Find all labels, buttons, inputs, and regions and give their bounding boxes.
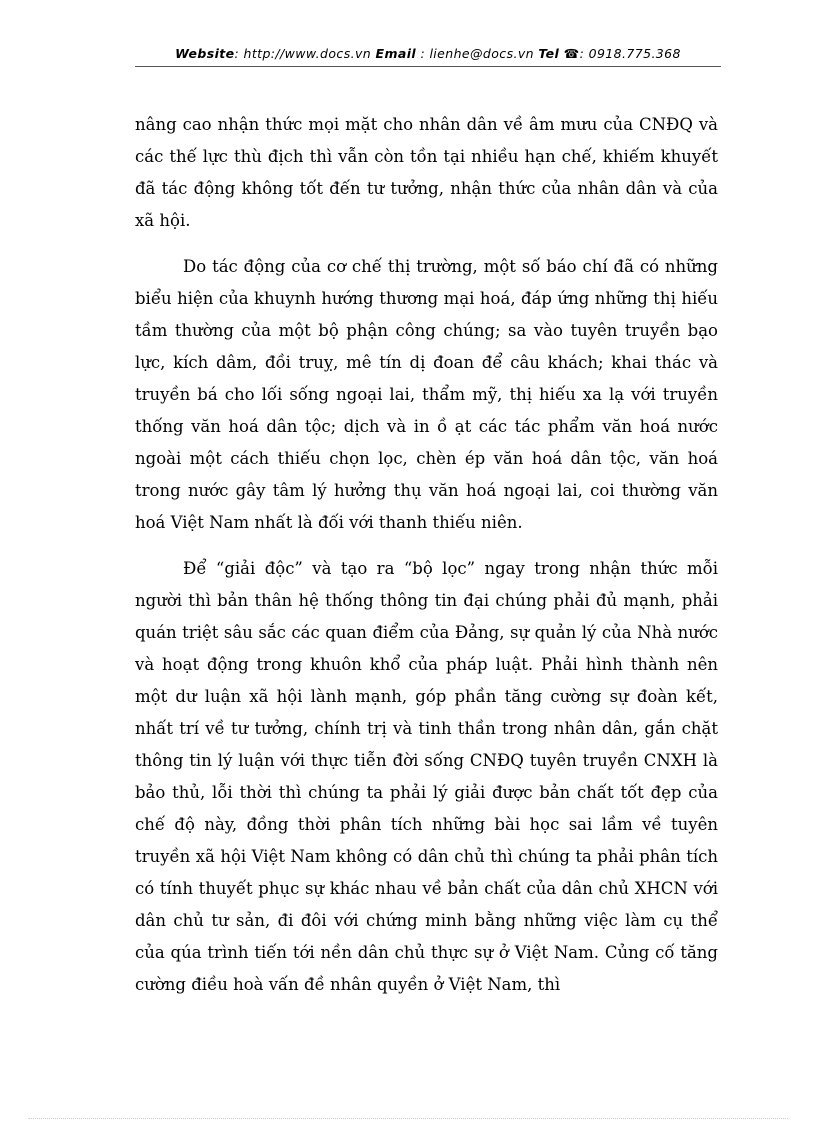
paragraph-2: Do tác động của cơ chế thị trường, một số báo chí đã có những biểu hiện của khuynh hướng thương mại hoá, đáp ứng những thị hiếu tầm thường của một bộ phận công chúng; sa vào tuyên truyền bạo lực, kích dâm, đồi truỵ, mê tín dị đoan để câu khách; khai thác và truyền bá cho lối sống ngoại lai, thẩm mỹ, thị hiếu xa lạ với truyền thống văn hoá dân tộc; dịch và in ồ ạt các tác phẩm văn hoá nước ngoài một cách thiếu chọn lọc, chèn ép văn hoá dân tộc, văn hoá trong nước gây tâm lý hưởng thụ văn hoá ngoại lai, coi thường văn hoá Việt Nam nhất là đối với thanh thiếu niên. [135,257,718,532]
website-label: Website [175,46,235,61]
page-header [135,46,721,61]
footer-divider [28,1118,788,1119]
paragraph-1: nâng cao nhận thức mọi mặt cho nhân dân về âm mưu của CNĐQ và các thế lực thù địch thì vẫn còn tồn tại nhiều hạn chế, khiếm khuyết đã tác động không tốt đến tư tưởng, nhận thức của nhân dân và của xã hội. [135,115,718,230]
phone-icon: ☎ [563,46,580,61]
website-value: : http://www.docs.vn [234,46,372,61]
header-divider [135,66,721,67]
email-value: : lienhe@docs.vn [420,46,534,61]
email-label: Email [375,46,417,61]
paragraph-3: Để “giải độc” và tạo ra “bộ lọc” ngay trong nhận thức mỗi người thì bản thân hệ thống thông tin đại chúng phải đủ mạnh, phải quán triệt sâu sắc các quan điểm của Đảng, sự quản lý của Nhà nước và hoạt động trong khuôn khổ của pháp luật. Phải hình thành nên một dư luận xã hội lành mạnh, góp phần tăng cường sự đoàn kết, nhất trí về tư tưởng, chính trị và tinh thần trong nhân dân, gắn chặt thông tin lý luận với thực tiễn đời sống CNĐQ tuyên truyền CNXH là bảo thủ, lỗi thời thì chúng ta phải lý giải được bản chất tốt đẹp của chế độ này, đồng thời phân tích những bài học sai lầm về tuyên truyền xã hội Việt Nam không có dân chủ thì chúng ta phải phân tích có tính thuyết phục sự khác nhau về bản chất của dân chủ XHCN với dân chủ tư sản, đi đôi với chứng minh bằng những việc làm cụ thể của qúa trình tiến tới nền dân chủ thực sự ở Việt Nam. Củng cố tăng cường điều hoà vấn đề nhân quyền ở Việt Nam, thì [135,559,718,994]
tel-label: Tel [538,46,560,61]
tel-value: : 0918.775.368 [579,46,681,61]
document-body [135,109,718,1001]
